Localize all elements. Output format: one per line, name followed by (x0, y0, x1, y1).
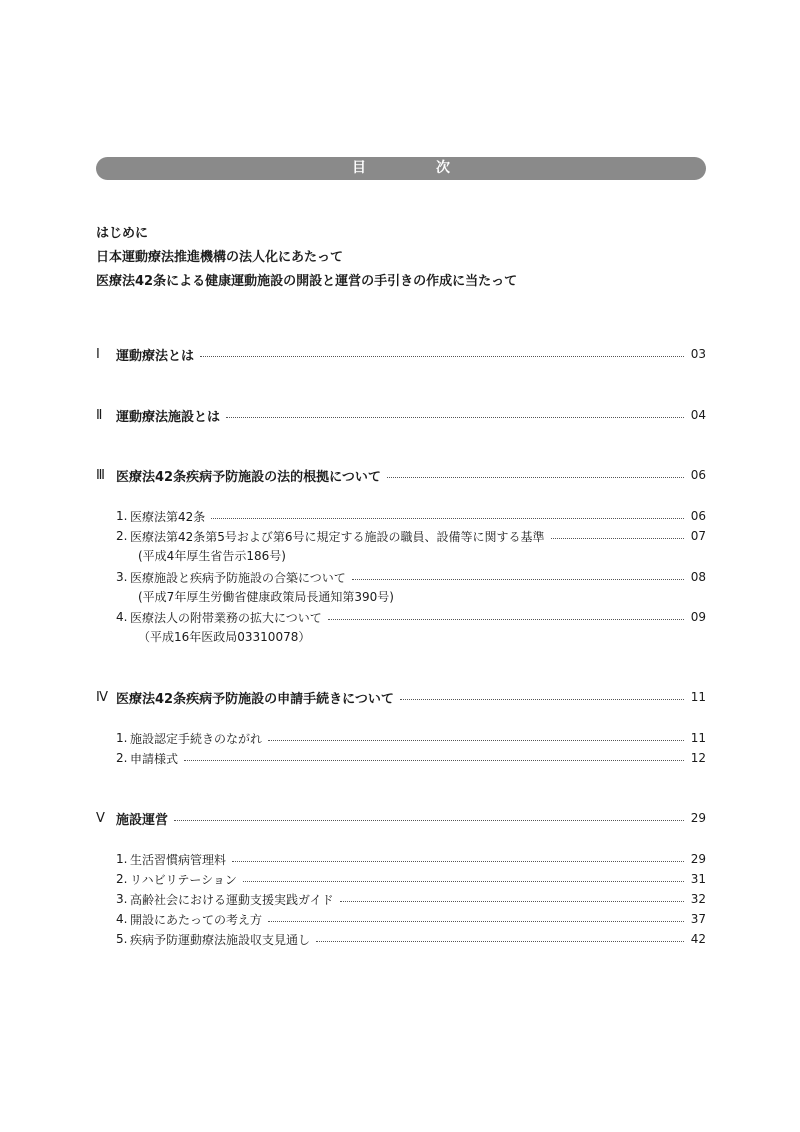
leader-dots (268, 921, 684, 922)
page-number: 06 (690, 468, 706, 482)
item-number: 4. (116, 610, 128, 624)
item-note: (平成7年厚生労働省健康政策局長通知第390号) (138, 590, 394, 604)
leader-dots (387, 477, 684, 478)
section-number: Ⅰ (96, 346, 100, 362)
page-number: 12 (690, 751, 706, 765)
page-number: 29 (690, 811, 706, 825)
page-number: 42 (690, 932, 706, 946)
section-number: Ⅱ (96, 407, 103, 423)
section-title: 運動療法とは (116, 348, 195, 364)
leader-dots (551, 538, 684, 539)
toc-title: 目 次 (352, 160, 478, 176)
item-number: 3. (116, 892, 128, 906)
item-title: 医療法人の附帯業務の拡大について (130, 610, 322, 625)
item-note: （平成16年医政局03310078） (138, 630, 311, 644)
toc-item[interactable] (96, 507, 706, 525)
intro-block (96, 222, 517, 294)
leader-dots (200, 356, 684, 357)
leader-dots (243, 881, 684, 882)
item-number: 1. (116, 509, 128, 523)
toc-section-4[interactable] (96, 687, 706, 707)
page-number: 07 (690, 529, 706, 543)
toc-section-1[interactable] (96, 344, 706, 364)
leader-dots (316, 941, 684, 942)
toc-item[interactable] (96, 527, 706, 545)
item-number: 1. (116, 852, 128, 866)
toc-item[interactable] (96, 930, 706, 948)
leader-dots (232, 861, 684, 862)
leader-dots (184, 760, 684, 761)
toc-section-5[interactable] (96, 808, 706, 828)
intro-line: 医療法42条による健康運動施設の開設と運営の手引きの作成に当たって (96, 274, 518, 289)
item-note: (平成4年厚生省告示186号) (138, 549, 286, 563)
intro-line: はじめに (96, 226, 149, 241)
leader-dots (226, 417, 684, 418)
page-number: 31 (690, 872, 706, 886)
item-number: 4. (116, 912, 128, 926)
item-title: リハビリテーション (130, 872, 237, 887)
item-title: 申請様式 (130, 751, 179, 766)
leader-dots (400, 699, 684, 700)
page-number: 37 (690, 912, 706, 926)
item-title: 医療法第42条第5号および第6号に規定する施設の職員、設備等に関する基準 (130, 529, 545, 544)
section-number: Ⅴ (96, 810, 105, 826)
section-number: Ⅲ (96, 467, 105, 483)
page-number: 04 (690, 408, 706, 422)
toc-item[interactable] (96, 568, 706, 586)
leader-dots (268, 740, 684, 741)
leader-dots (174, 820, 684, 821)
leader-dots (340, 901, 684, 902)
toc-item[interactable] (96, 870, 706, 888)
section-number: Ⅳ (96, 689, 108, 705)
item-title: 生活習慣病管理料 (130, 852, 227, 867)
toc-section-3[interactable] (96, 465, 706, 485)
leader-dots (328, 619, 684, 620)
item-title: 施設認定手続きのながれ (130, 731, 263, 746)
item-number: 1. (116, 731, 128, 745)
intro-line: 日本運動療法推進機構の法人化にあたって (96, 250, 344, 265)
toc-item[interactable] (96, 749, 706, 767)
item-title: 医療施設と疾病予防施設の合築について (130, 570, 346, 585)
item-number: 2. (116, 529, 128, 543)
item-title: 疾病予防運動療法施設収支見通し (130, 932, 311, 947)
page-number: 11 (690, 731, 706, 745)
item-title: 医療法第42条 (130, 509, 206, 524)
toc-item[interactable] (96, 850, 706, 868)
toc-section-2[interactable] (96, 405, 706, 425)
section-title: 施設運営 (116, 812, 169, 828)
item-number: 3. (116, 570, 128, 584)
leader-dots (352, 579, 684, 580)
page-number: 03 (690, 347, 706, 361)
leader-dots (211, 518, 684, 519)
toc-item[interactable] (96, 608, 706, 626)
item-number: 2. (116, 751, 128, 765)
section-title: 医療法42条疾病予防施設の法的根拠について (116, 469, 381, 485)
page-number: 09 (690, 610, 706, 624)
toc-item[interactable] (96, 910, 706, 928)
toc-item[interactable] (96, 890, 706, 908)
item-title: 開設にあたっての考え方 (130, 912, 263, 927)
page-number: 06 (690, 509, 706, 523)
page-number: 29 (690, 852, 706, 866)
item-number: 5. (116, 932, 128, 946)
section-title: 医療法42条疾病予防施設の申請手続きについて (116, 691, 394, 707)
page-number: 11 (690, 690, 706, 704)
section-title: 運動療法施設とは (116, 409, 221, 425)
toc-item[interactable] (96, 729, 706, 747)
page-number: 32 (690, 892, 706, 906)
item-title: 高齢社会における運動支援実践ガイド (130, 892, 334, 907)
item-number: 2. (116, 872, 128, 886)
page-number: 08 (690, 570, 706, 584)
toc-title-bar (96, 157, 706, 180)
